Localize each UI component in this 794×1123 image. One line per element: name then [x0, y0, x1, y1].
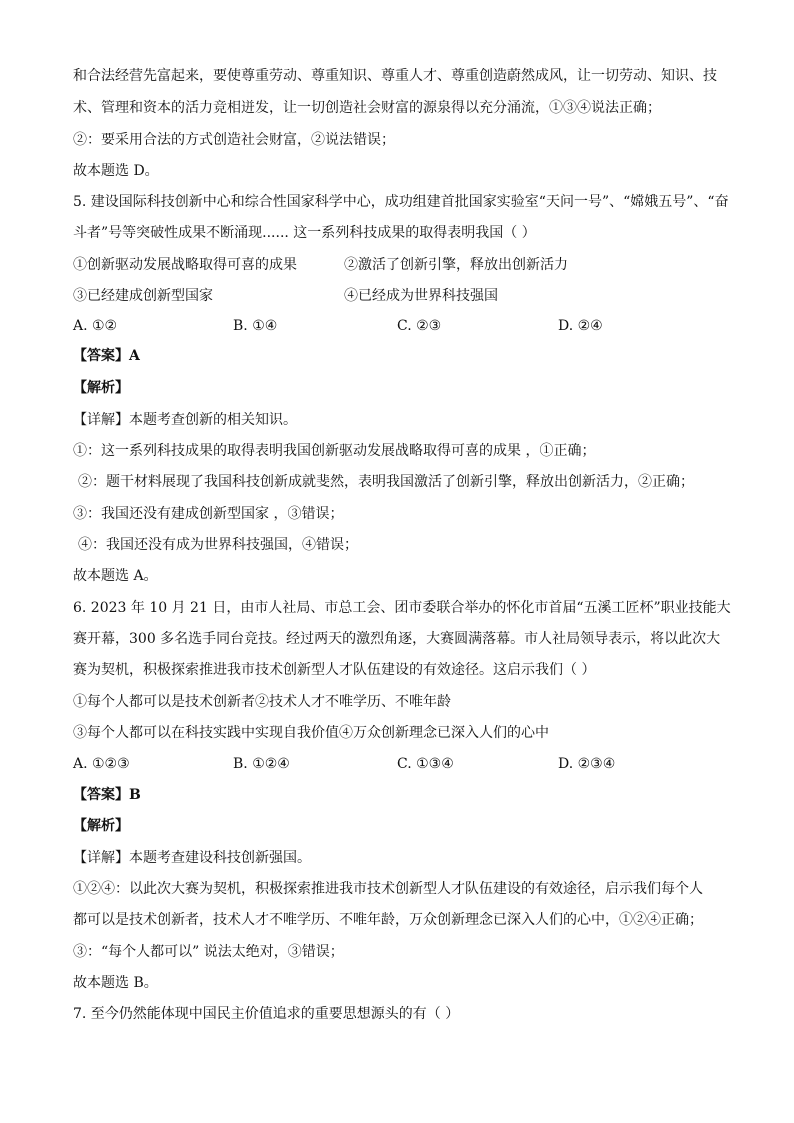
answer-option: C. ②③: [397, 318, 442, 334]
answer-label: 【答案】B: [73, 787, 141, 803]
statement: ①创新驱动发展战略取得可喜的成果: [73, 257, 297, 273]
answer-option: C. ①③④: [397, 756, 454, 772]
answer-option: B. ①②④: [233, 756, 290, 772]
answer-option: A. ①②: [73, 318, 118, 334]
answer-label: 【答案】A: [73, 348, 140, 364]
statement: ③已经建成创新型国家: [73, 288, 213, 304]
answer-option: D. ②③④: [558, 756, 616, 772]
conclusion-line: 故本题选 D。: [73, 163, 159, 179]
answer-option: B. ①④: [233, 318, 278, 334]
analysis-line: ③：我国还没有建成创新型国家 ，③错误；: [73, 506, 344, 522]
detail-line: 【详解】本题考查创新的相关知识。: [73, 412, 297, 428]
conclusion-line: 故本题选 B。: [73, 975, 158, 991]
analysis-line: ③：“每个人都可以” 说法太绝对，③错误；: [73, 944, 344, 960]
analysis-label: 【解析】: [73, 380, 129, 396]
analysis-line: ①②④：以此次大赛为契机，积极探索推进我市技术创新型人才队伍建设的有效途径，启示我们每个人: [73, 881, 703, 897]
analysis-line: 都可以是技术创新者，技术人才不唯学历、不唯年龄，万众创新理念已深入人们的心中，①②④正确；: [73, 912, 703, 928]
statement: ④已经成为世界科技强国: [344, 288, 498, 304]
question-7-stem: 7. 至今仍然能体现中国民主价值追求的重要思想源头的有（ ）: [73, 1006, 460, 1022]
statement-line: ③每个人都可以在科技实践中实现自我价值④万众创新理念已深入人们的心中: [73, 725, 549, 741]
analysis-line: ②：题干材料展现了我国科技创新成就斐然，表明我国激活了创新引擎，释放出创新活力，②正确；: [78, 474, 694, 490]
question-6-stem: 赛为契机，积极探索推进我市技术创新型人才队伍建设的有效途径。这启示我们（ ）: [73, 662, 596, 678]
text-line: 和合法经营先富起来，要使尊重劳动、尊重知识、尊重人才、尊重创造蔚然成风，让一切劳动、知识、技: [73, 68, 717, 84]
question-5-stem: 斗者”号等突破性成果不断涌现...... 这一系列科技成果的取得表明我国（ ）: [73, 225, 536, 241]
analysis-line: ①：这一系列科技成果的取得表明我国创新驱动发展战略取得可喜的成果 ，①正确；: [73, 443, 596, 459]
question-6-stem: 6. 2023 年 10 月 21 日，由市人社局、市总工会、团市委联合举办的怀化市首届“五溪工匠杯”职业技能大: [73, 600, 731, 616]
text-line: 术、管理和资本的活力竞相迸发，让一切创造社会财富的源泉得以充分涌流，①③④说法正确；: [73, 100, 661, 116]
statement: ②激活了创新引擎，释放出创新活力: [344, 257, 568, 273]
analysis-line: ④：我国还没有成为世界科技强国，④错误；: [78, 537, 358, 553]
analysis-label: 【解析】: [73, 818, 129, 834]
question-5-stem: 5. 建设国际科技创新中心和综合性国家科学中心，成功组建首批国家实验室“天问一号”、“嫦娥五号”、“奋: [73, 194, 729, 210]
answer-option: D. ②④: [558, 318, 603, 334]
question-6-stem: 赛开幕，300 多名选手同台竞技。经过两天的激烈角逐，大赛圆满落幕。市人社局领导表示，将以此次大: [73, 631, 721, 647]
conclusion-line: 故本题选 A。: [73, 568, 158, 584]
statement-line: ①每个人都可以是技术创新者②技术人才不唯学历、不唯年龄: [73, 694, 451, 710]
detail-line: 【详解】本题考查建设科技创新强国。: [73, 850, 311, 866]
text-line: ②：要采用合法的方式创造社会财富，②说法错误；: [73, 132, 395, 148]
answer-option: A. ①②③: [73, 756, 130, 772]
